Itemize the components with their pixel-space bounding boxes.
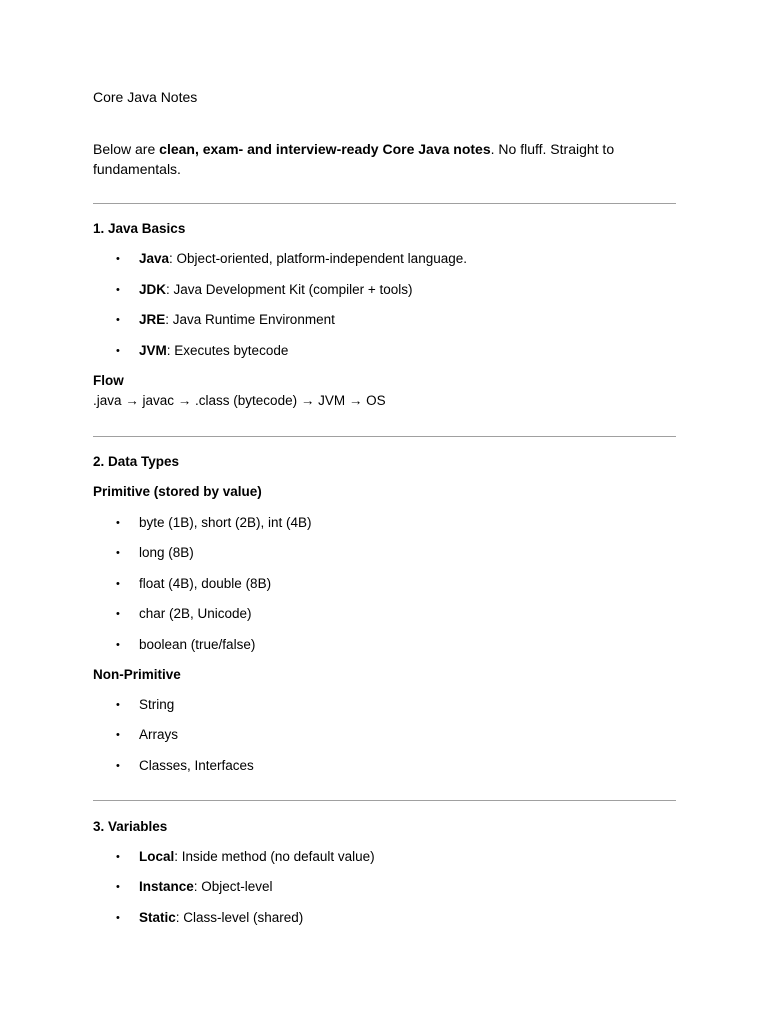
list-item-text: byte (1B), short (2B), int (4B) [139, 515, 312, 530]
section-heading-variables: 3. Variables [93, 819, 168, 834]
bullet-icon: • [116, 699, 120, 711]
bullet-icon: • [116, 578, 120, 590]
bullet-icon: • [116, 639, 120, 651]
bullet-icon: • [116, 345, 120, 357]
bullet-icon: • [116, 253, 120, 265]
list-item-text: Classes, Interfaces [139, 758, 254, 773]
divider [93, 436, 676, 437]
intro-paragraph [93, 139, 653, 179]
term: JVM [139, 343, 167, 358]
bullet-icon: • [116, 729, 120, 741]
term: Instance [139, 879, 194, 894]
flow-text: .java → javac → .class (bytecode) → JVM → OS [93, 393, 386, 408]
term: Local [139, 849, 175, 864]
non-primitive-label: Non-Primitive [93, 667, 181, 682]
list-item-text: float (4B), double (8B) [139, 576, 272, 591]
bullet-icon: • [116, 517, 120, 529]
term: JRE [139, 312, 166, 327]
bullet-icon: • [116, 608, 120, 620]
bullet-icon: • [116, 760, 120, 772]
description: : Class-level (shared) [175, 910, 304, 925]
description: : Inside method (no default value) [174, 849, 375, 864]
description: : Object-oriented, platform-independent language. [169, 251, 467, 266]
description: : Java Development Kit (compiler + tools) [166, 282, 413, 297]
intro-bold: clean, exam- and interview-ready Core Java notes [159, 141, 491, 157]
document-title: Core Java Notes [93, 89, 198, 105]
description: : Object-level [193, 879, 273, 894]
term: Static [139, 910, 176, 925]
bullet-icon: • [116, 912, 120, 924]
list-item-text: long (8B) [139, 545, 194, 560]
bullet-icon: • [116, 547, 120, 559]
term: JDK [139, 282, 167, 297]
list-item-text: String [139, 697, 175, 712]
list-item-text: boolean (true/false) [139, 637, 256, 652]
divider [93, 203, 676, 204]
list-item-text: Arrays [139, 727, 179, 742]
primitive-label: Primitive (stored by value) [93, 484, 262, 499]
divider [93, 800, 676, 801]
section-heading-basics: 1. Java Basics [93, 221, 186, 236]
section-heading-data-types: 2. Data Types [93, 454, 180, 469]
flow-label: Flow [93, 373, 124, 388]
description: : Executes bytecode [166, 343, 289, 358]
bullet-icon: • [116, 284, 120, 296]
term: Java [139, 251, 170, 266]
list-item-text: char (2B, Unicode) [139, 606, 252, 621]
bullet-icon: • [116, 881, 120, 893]
bullet-icon: • [116, 851, 120, 863]
intro-suffix: . No fluff. Straight to fundamentals. [93, 141, 615, 177]
bullet-icon: • [116, 314, 120, 326]
description: : Java Runtime Environment [165, 312, 335, 327]
intro-prefix: Below are [93, 141, 160, 157]
